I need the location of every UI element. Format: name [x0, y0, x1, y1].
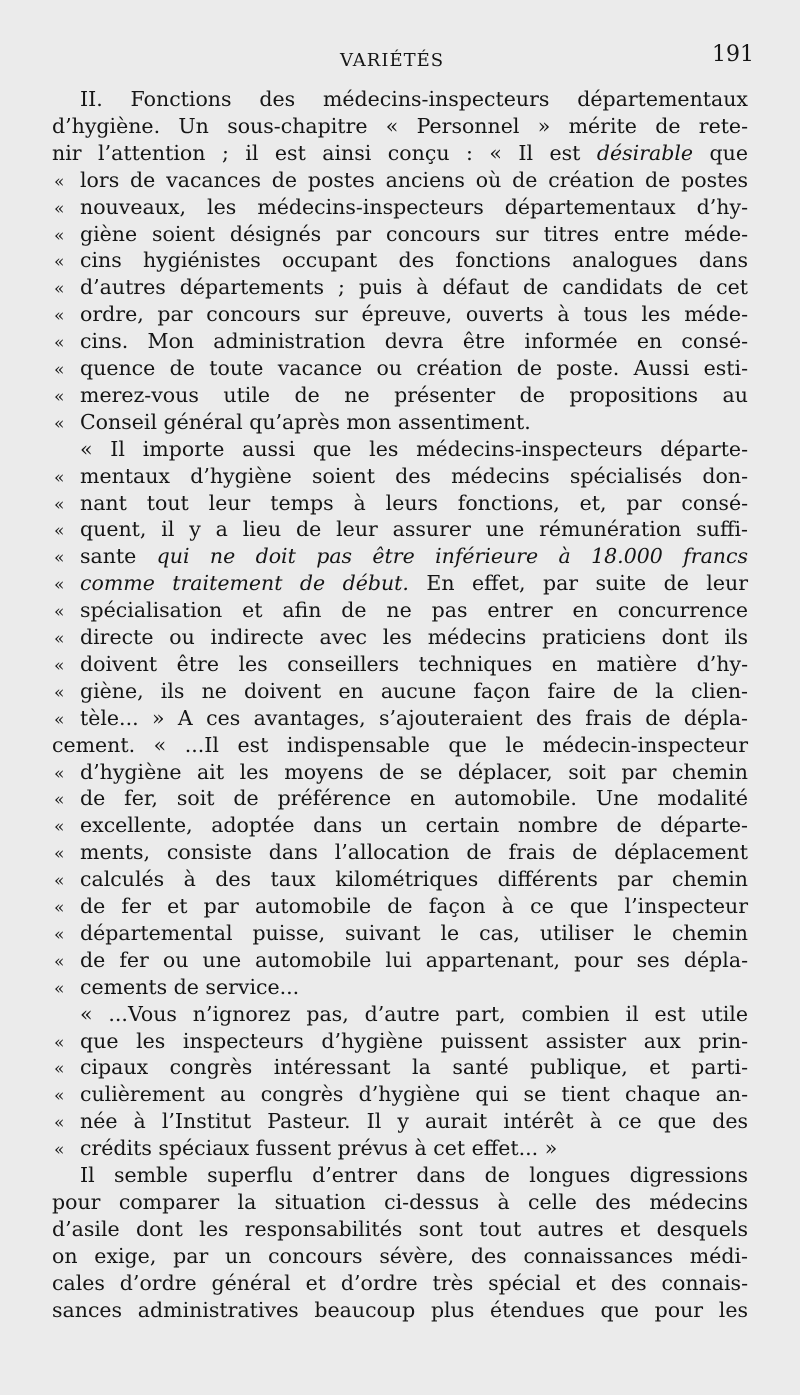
line-text: sances administratives beaucoup plus étendues que pour les [52, 1297, 748, 1322]
line-text: d’autres départements ; puis à défaut de candidats de cet [80, 275, 748, 300]
guillemet-mark: « [54, 602, 65, 623]
text-line [54, 839, 748, 866]
guillemet-mark: « [54, 1086, 65, 1107]
line-text: cement. « ...Il est indispensable que le médecin-inspecteur [52, 732, 748, 757]
text-line [52, 1297, 748, 1324]
emphasis [157, 544, 748, 568]
text-line [54, 974, 748, 1001]
text-line [52, 113, 748, 140]
text-line [80, 436, 748, 463]
line-text: cins. Mon administration devra être informée en consé- [80, 329, 748, 354]
line-text: que les inspecteurs d’hygiène puissent assister aux prin- [80, 1028, 748, 1053]
line-text: nouveaux, les médecins-inspecteurs départementaux d’hy- [80, 194, 748, 219]
running-title: VARIÉTÉS [340, 50, 445, 71]
text-line [54, 328, 748, 355]
line-text: doivent être les conseillers techniques en matière d’hy- [80, 651, 748, 676]
text-line [52, 1243, 748, 1270]
line-text: merez-vous utile de ne présenter de propositions au [80, 382, 748, 407]
emphasis: qui ne doit pas être inférieure à 18.000 francs [156, 544, 748, 569]
guillemet-mark: « [54, 1113, 65, 1134]
emphasis: désirable [596, 140, 694, 165]
text-line [54, 221, 748, 248]
text-line [54, 543, 748, 570]
text-line [54, 301, 748, 328]
text-line [52, 1189, 748, 1216]
guillemet-mark: « [54, 494, 65, 515]
guillemet-mark: « [54, 386, 65, 407]
line-text: nant tout leur temps à leurs fonctions, et, par consé- [80, 490, 748, 515]
guillemet-mark: « [54, 951, 65, 972]
text-line [54, 759, 748, 786]
text-line [54, 1108, 748, 1135]
line-text: spécialisation et afin de ne pas entrer en concurrence [80, 598, 748, 623]
text-line [54, 678, 748, 705]
text-line [52, 1270, 748, 1297]
text-line [54, 624, 748, 651]
line-text: pour comparer la situation ci-dessus à celle des médecins [52, 1189, 748, 1214]
line-text: on exige, par un concours sévère, des connaissances médi- [52, 1243, 748, 1268]
line-text: « ...Vous n’ignorez pas, d’autre part, combien il est utile [80, 1001, 748, 1026]
text-line [54, 570, 748, 597]
guillemet-mark: « [54, 1032, 65, 1053]
line-text: crédits spéciaux fussent prévus à cet effet... » [80, 1136, 558, 1161]
line-text: calculés à des taux kilométriques différents par chemin [80, 867, 748, 892]
text-line [54, 947, 748, 974]
line-text: cales d’ordre général et d’ordre très spécial et des connais- [52, 1270, 748, 1295]
guillemet-mark: « [54, 844, 65, 865]
line-text: directe ou indirecte avec les médecins praticiens dont ils [80, 625, 748, 649]
guillemet-mark: « [54, 333, 65, 354]
text-line [54, 1028, 748, 1055]
text-line [54, 866, 748, 893]
text-line [52, 732, 748, 759]
guillemet-mark: « [54, 871, 65, 892]
line-text: giène, ils ne doivent en aucune façon faire de la clien- [80, 678, 748, 703]
guillemet-mark: « [54, 198, 65, 219]
line-text: excellente, adoptée dans un certain nombre de départe- [80, 813, 748, 838]
guillemet-mark: « [54, 575, 65, 596]
line-text: cipaux congrès intéressant la santé publique, et parti- [80, 1055, 748, 1080]
text-line [52, 140, 748, 167]
page-number: 191 [712, 42, 754, 67]
line-text: née à l’Institut Pasteur. Il y aurait intérêt à ce que des [80, 1109, 748, 1134]
line-text: quent, il y a lieu de leur assurer une rémunération suffi- [80, 517, 748, 542]
line-text: lors de vacances de postes anciens où de création de postes [80, 167, 748, 192]
text-line [80, 1001, 748, 1028]
guillemet-mark: « [54, 171, 65, 192]
text-line [54, 516, 748, 543]
text-line [54, 651, 748, 678]
line-text: quence de toute vacance ou création de poste. Aussi esti- [80, 356, 748, 380]
text-line [54, 893, 748, 920]
guillemet-mark: « [54, 306, 65, 327]
text-line [54, 785, 748, 812]
text-line [54, 1135, 748, 1162]
text-line [54, 355, 748, 382]
guillemet-mark: « [54, 279, 65, 300]
line-text: « Il importe aussi que les médecins-inspecteurs départe- [80, 436, 748, 461]
guillemet-mark: « [54, 1059, 65, 1080]
line-text: ments, consiste dans l’allocation de frais de déplacement [80, 840, 748, 865]
guillemet-mark: « [54, 548, 65, 569]
guillemet-mark: « [54, 252, 65, 273]
guillemet-mark: « [54, 978, 65, 999]
line-text: mentaux d’hygiène soient des médecins spécialisés don- [80, 463, 748, 488]
guillemet-mark: « [54, 763, 65, 784]
text-line [54, 382, 748, 409]
line-text: tèle... » A ces avantages, s’ajouteraient des frais de dépla- [80, 705, 748, 730]
guillemet-mark: « [54, 629, 65, 649]
text-line [54, 597, 748, 624]
line-text: giène soient désignés par concours sur titres entre méde- [80, 221, 748, 246]
line-text: culièrement au congrès d’hygiène qui se tient chaque an- [80, 1082, 748, 1107]
text-line [80, 86, 748, 113]
line-text: sante qui ne doit pas être inférieure à 18.000 francs [80, 544, 748, 569]
line-text: Conseil général qu’après mon assentiment. [80, 409, 531, 434]
guillemet-mark: « [54, 225, 65, 246]
text-line [54, 705, 748, 732]
text-line [54, 409, 748, 436]
text-line [80, 1162, 748, 1189]
text-line [54, 1081, 748, 1108]
guillemet-mark: « [54, 709, 65, 730]
line-text: d’hygiène. Un sous-chapitre « Personnel » mérite de rete- [52, 113, 748, 138]
guillemet-mark: « [54, 924, 65, 945]
guillemet-mark: « [54, 682, 65, 703]
text-line [54, 920, 748, 947]
guillemet-mark: « [54, 790, 65, 811]
line-text: de fer et par automobile de façon à ce que l’inspecteur [80, 894, 748, 918]
guillemet-mark: « [54, 521, 65, 542]
line-text: nir l’attention ; il est ainsi conçu : « Il est désirable que [52, 140, 748, 165]
text-line [54, 463, 748, 490]
page-header [0, 42, 800, 78]
line-text: Il semble superflu d’entrer dans de longues digressions [80, 1163, 748, 1187]
text-line [52, 1216, 748, 1243]
text-line [54, 167, 748, 194]
guillemet-mark: « [54, 413, 65, 434]
line-text: cements de service... [80, 974, 300, 999]
line-text: de fer, soit de préférence en automobile. Une modalité [80, 786, 748, 811]
text-line [54, 194, 748, 221]
guillemet-mark: « [54, 817, 65, 838]
emphasis: comme traitement de début. [80, 571, 409, 596]
text-line [54, 247, 748, 274]
line-text: ordre, par concours sur épreuve, ouverts à tous les méde- [80, 302, 748, 327]
line-text: comme traitement de début. En effet, par suite de leur [80, 571, 748, 596]
text-line [54, 812, 748, 839]
line-text: départemental puisse, suivant le cas, utiliser le chemin [80, 920, 748, 945]
text-line [54, 490, 748, 517]
line-text: de fer ou une automobile lui appartenant, pour ses dépla- [80, 947, 748, 972]
text-line [54, 1054, 748, 1081]
line-text: d’hygiène ait les moyens de se déplacer, soit par chemin [80, 759, 748, 784]
guillemet-mark: « [54, 1140, 65, 1161]
guillemet-mark: « [54, 360, 65, 380]
text-line [54, 274, 748, 301]
line-text: d’asile dont les responsabilités sont tout autres et desquels [52, 1216, 748, 1241]
line-text: II. Fonctions des médecins-inspecteurs départementaux [80, 87, 748, 111]
guillemet-mark: « [54, 467, 65, 488]
line-text: cins hygiénistes occupant des fonctions analogues dans [80, 248, 748, 273]
guillemet-mark: « [54, 655, 65, 676]
guillemet-mark: « [54, 898, 65, 918]
